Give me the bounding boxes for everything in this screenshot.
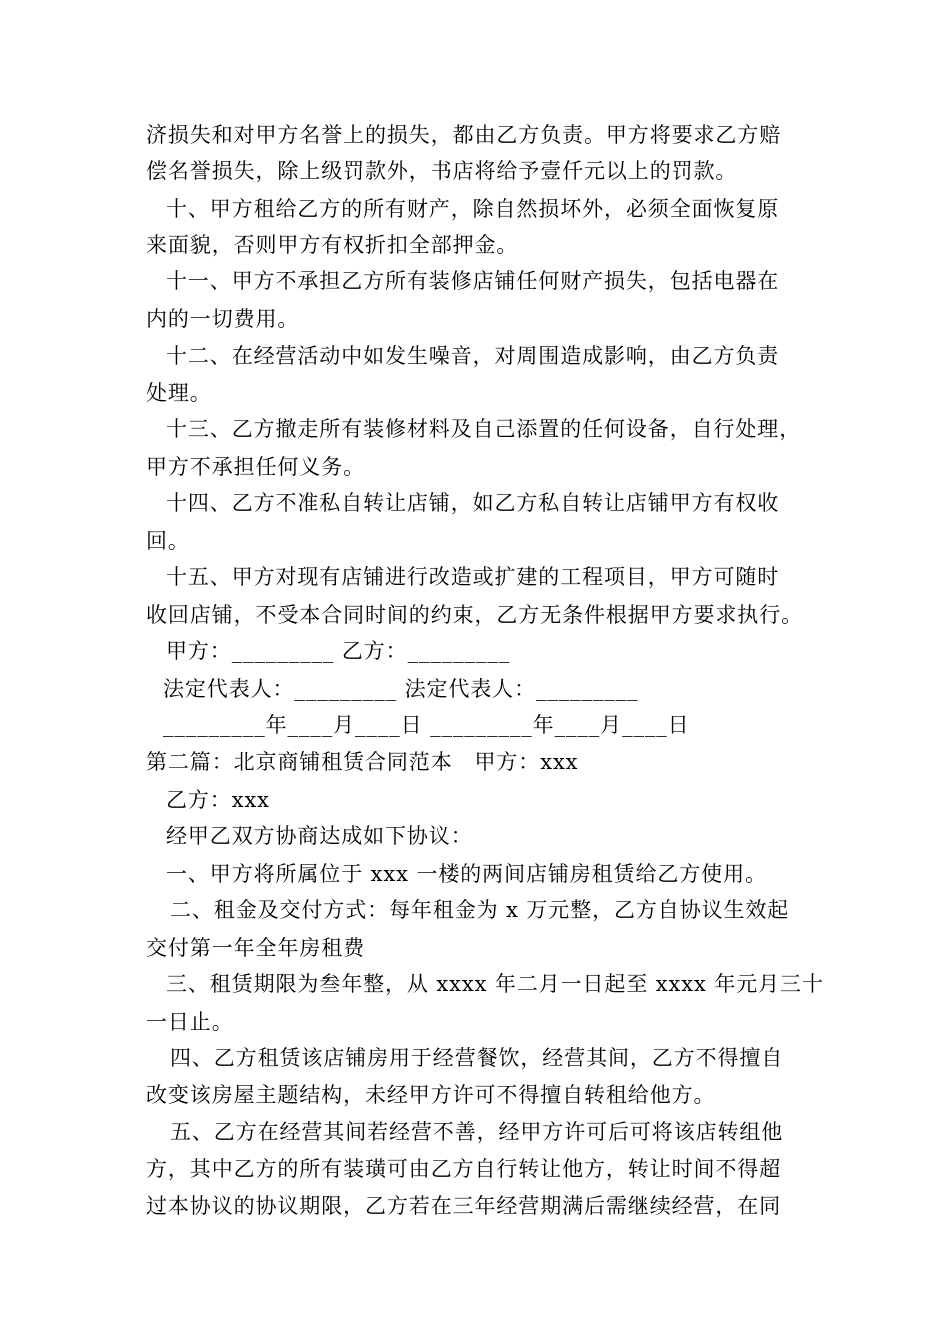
text-line: 来面貌，否则甲方有权折扣全部押金。 (146, 233, 519, 257)
text-line: 回。 (146, 529, 190, 553)
text-line: 交付第一年全年房租费 (146, 936, 365, 960)
signature-representative-line: 法定代表人：_________ 法定代表人：_________ (163, 677, 639, 701)
text-line: 偿名誉损失，除上级罚款外，书店将给予壹仟元以上的罚款。 (146, 159, 738, 183)
text-line: 一、甲方将所属位于 xxx 一楼的两间店铺房租赁给乙方使用。 (166, 862, 767, 886)
text-line: 济损失和对甲方名誉上的损失，都由乙方负责。甲方将要求乙方赔 (146, 123, 782, 147)
signature-date-line: _________年____月____日 _________年____月____日 (163, 713, 690, 737)
text-line: 内的一切费用。 (146, 307, 300, 331)
text-line: 过本协议的协议期限，乙方若在三年经营期满后需继续经营，在同 (146, 1194, 782, 1218)
text-line: 十二、在经营活动中如发生噪音，对周围造成影响，由乙方负责 (166, 344, 780, 368)
text-line: 改变该房屋主题结构，未经甲方许可不得擅自转租给他方。 (146, 1083, 716, 1107)
text-line: 处理。 (146, 381, 212, 405)
text-line: 五、乙方在经营其间若经营不善，经甲方许可后可将该店转组他 (170, 1120, 784, 1144)
text-line: 十五、甲方对现有店铺进行改造或扩建的工程项目，甲方可随时 (166, 565, 780, 589)
text-line: 方，其中乙方的所有装璜可由乙方自行转让他方，转让时间不得超 (146, 1157, 782, 1181)
text-line: 十三、乙方撤走所有装修材料及自己添置的任何设备，自行处理， (166, 417, 802, 441)
text-line: 十四、乙方不准私自转让店铺，如乙方私自转让店铺甲方有权收 (166, 491, 780, 515)
signature-party-line: 甲方：_________ 乙方：_________ (166, 639, 511, 663)
text-line: 甲方不承担任何义务。 (146, 455, 365, 479)
text-line: 三、租赁期限为叁年整，从 xxxx 年二月一日起至 xxxx 年元月三十 (166, 972, 824, 996)
text-line: 收回店铺，不受本合同时间的约束，乙方无条件根据甲方要求执行。 (146, 603, 803, 627)
text-line: 乙方：xxx (166, 788, 270, 812)
text-line: 一日止。 (146, 1010, 234, 1034)
text-line: 经甲乙双方协商达成如下协议： (166, 824, 473, 848)
text-line: 十、甲方租给乙方的所有财产，除自然损坏外，必须全面恢复原 (166, 197, 780, 221)
text-line: 四、乙方租赁该店铺房用于经营餐饮，经营其间，乙方不得擅自 (170, 1046, 784, 1070)
section-heading: 第二篇：北京商铺租赁合同范本 甲方：xxx (146, 750, 579, 774)
text-line: 二、租金及交付方式：每年租金为 x 万元整，乙方自协议生效起 (170, 898, 790, 922)
text-line: 十一、甲方不承担乙方所有装修店铺任何财产损失，包括电器在 (166, 269, 780, 293)
